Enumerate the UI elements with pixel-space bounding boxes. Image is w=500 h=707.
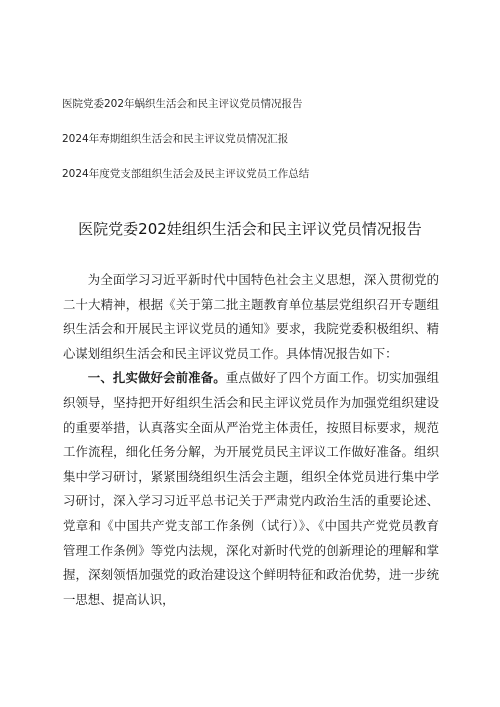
- toc-list: [62, 97, 462, 202]
- toc-item: 医院党委202年蜗织生活会和民主评议党员情况报告: [62, 98, 303, 110]
- section-1-text: 切实加强组织领导，坚持把开好组织生活会和民主评议党员作为加强党组织建设的重要举措，认真落实全面从严治党主体责任，按照目标要求，规范工作流程，细化任务分解，为开展党员民主评议工作做好准备。组织集中学习研讨，紧紧围绕组织生活会主题，组织全体党员进行集中学习研讨，深入学习习近平总书记关于严肃党内政治生活的重要论述、党章和《中国共产党支部工作条例（试行）》、《中国共产党党员教育管理工作条例》等党内法规，深化对新时代党的创新理论的理解和掌握，深刻领悟加强党的政治建设这个鲜明特征和政治优势，进一步统一思想、提高认识，: [63, 370, 440, 607]
- document-title: 医院党委202娃组织生活会和民主评议党员情况报告: [78, 220, 422, 238]
- toc-item: 2024年度党支部组织生活会及民主评议党员工作总结: [62, 168, 310, 180]
- toc-item: 2024年寿期组织生活会和民主评议党员情况汇报: [62, 133, 289, 145]
- intro-paragraph: 为全面学习习近平新时代中国特色社会主义思想，深入贯彻党的二十大精神，根据《关于第二批主题教育单位基层党组织召开专题组织生活会和开展民主评议党员的通知》要求，我院党委积极组织、精心谋划组织生活会和民主评议党员工作。具体情况报告如下：: [63, 272, 439, 361]
- document-body: [63, 268, 439, 612]
- section-1-lead: 重点做好了四个方面工作。: [225, 370, 377, 386]
- section-1-paragraph: [63, 366, 439, 612]
- section-1-heading: 一、扎实做好会前准备。: [87, 370, 226, 386]
